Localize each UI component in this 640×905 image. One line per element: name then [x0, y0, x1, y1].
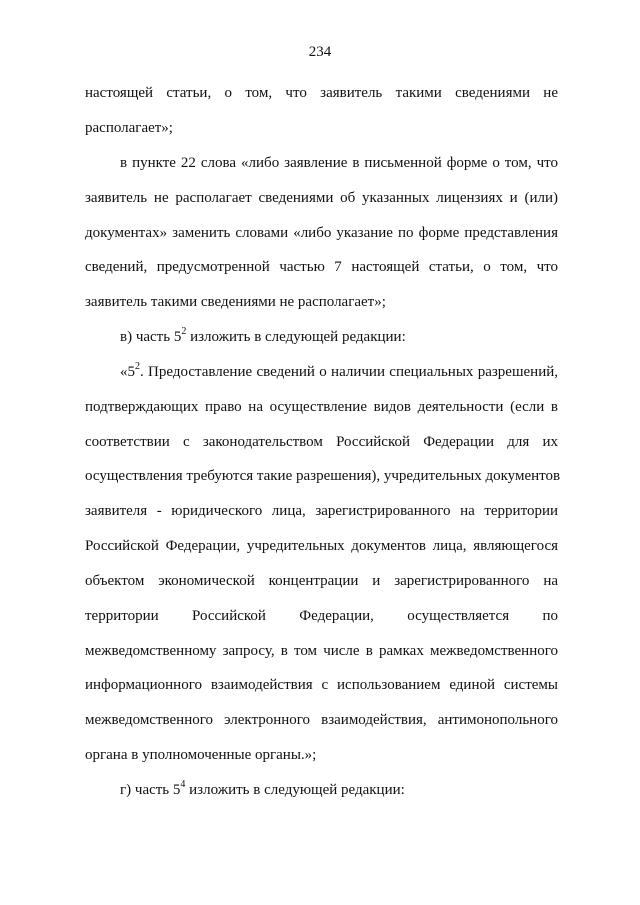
text-line: информационного взаимодействия с использованием единой системы — [85, 677, 558, 693]
text-line: документах» заменить словами «либо указание по форме представления — [85, 225, 558, 241]
text-line: территории Российской Федерации, осуществляется по — [85, 608, 558, 624]
text-line: располагает»; — [85, 120, 173, 136]
amendment-item-v — [120, 328, 406, 346]
text-line: соответствии с законодательством Российской Федерации для их — [85, 434, 558, 450]
text-fragment: изложить в следующей редакции: — [185, 782, 405, 798]
text-line: сведений, предусмотренной частью 7 настоящей статьи, о том, что — [85, 259, 558, 275]
superscript: 2 — [181, 326, 187, 337]
superscript: 4 — [180, 779, 186, 790]
text-line: межведомственному запросу, в том числе в рамках межведомственного — [85, 643, 558, 659]
page-number: 234 — [308, 44, 332, 60]
text-line: осуществления требуются такие разрешения), учредительных документов — [85, 468, 561, 484]
text-fragment: «5 — [120, 364, 135, 380]
superscript: 2 — [135, 361, 140, 372]
text-line: подтверждающих право на осуществление видов деятельности (если в — [85, 399, 558, 415]
text-line: заявитель такими сведениями не располагает»; — [85, 294, 386, 310]
text-fragment: в) часть 5 — [120, 329, 182, 345]
text-line: Российской Федерации, учредительных документов лица, являющегося — [85, 538, 558, 554]
text-line: органа в уполномоченные органы.»; — [85, 747, 317, 763]
amendment-item-g — [120, 781, 405, 799]
text-fragment: . Предоставление сведений о наличии специальных разрешений, — [140, 364, 558, 380]
paragraph-first-line: в пункте 22 слова «либо заявление в письменной форме о том, что — [120, 155, 558, 171]
quoted-part-first-line — [120, 363, 558, 381]
text-line: заявителя - юридического лица, зарегистрированного на территории — [85, 503, 558, 519]
text-line: объектом экономической концентрации и зарегистрированного на — [85, 573, 558, 589]
text-fragment: г) часть 5 — [120, 782, 181, 798]
text-line: межведомственного электронного взаимодействия, антимонопольного — [85, 712, 558, 728]
text-fragment: изложить в следующей редакции: — [186, 329, 406, 345]
text-line: заявитель не располагает сведениями об указанных лицензиях и (или) — [85, 190, 558, 206]
text-line: настоящей статьи, о том, что заявитель такими сведениями не — [85, 85, 558, 101]
